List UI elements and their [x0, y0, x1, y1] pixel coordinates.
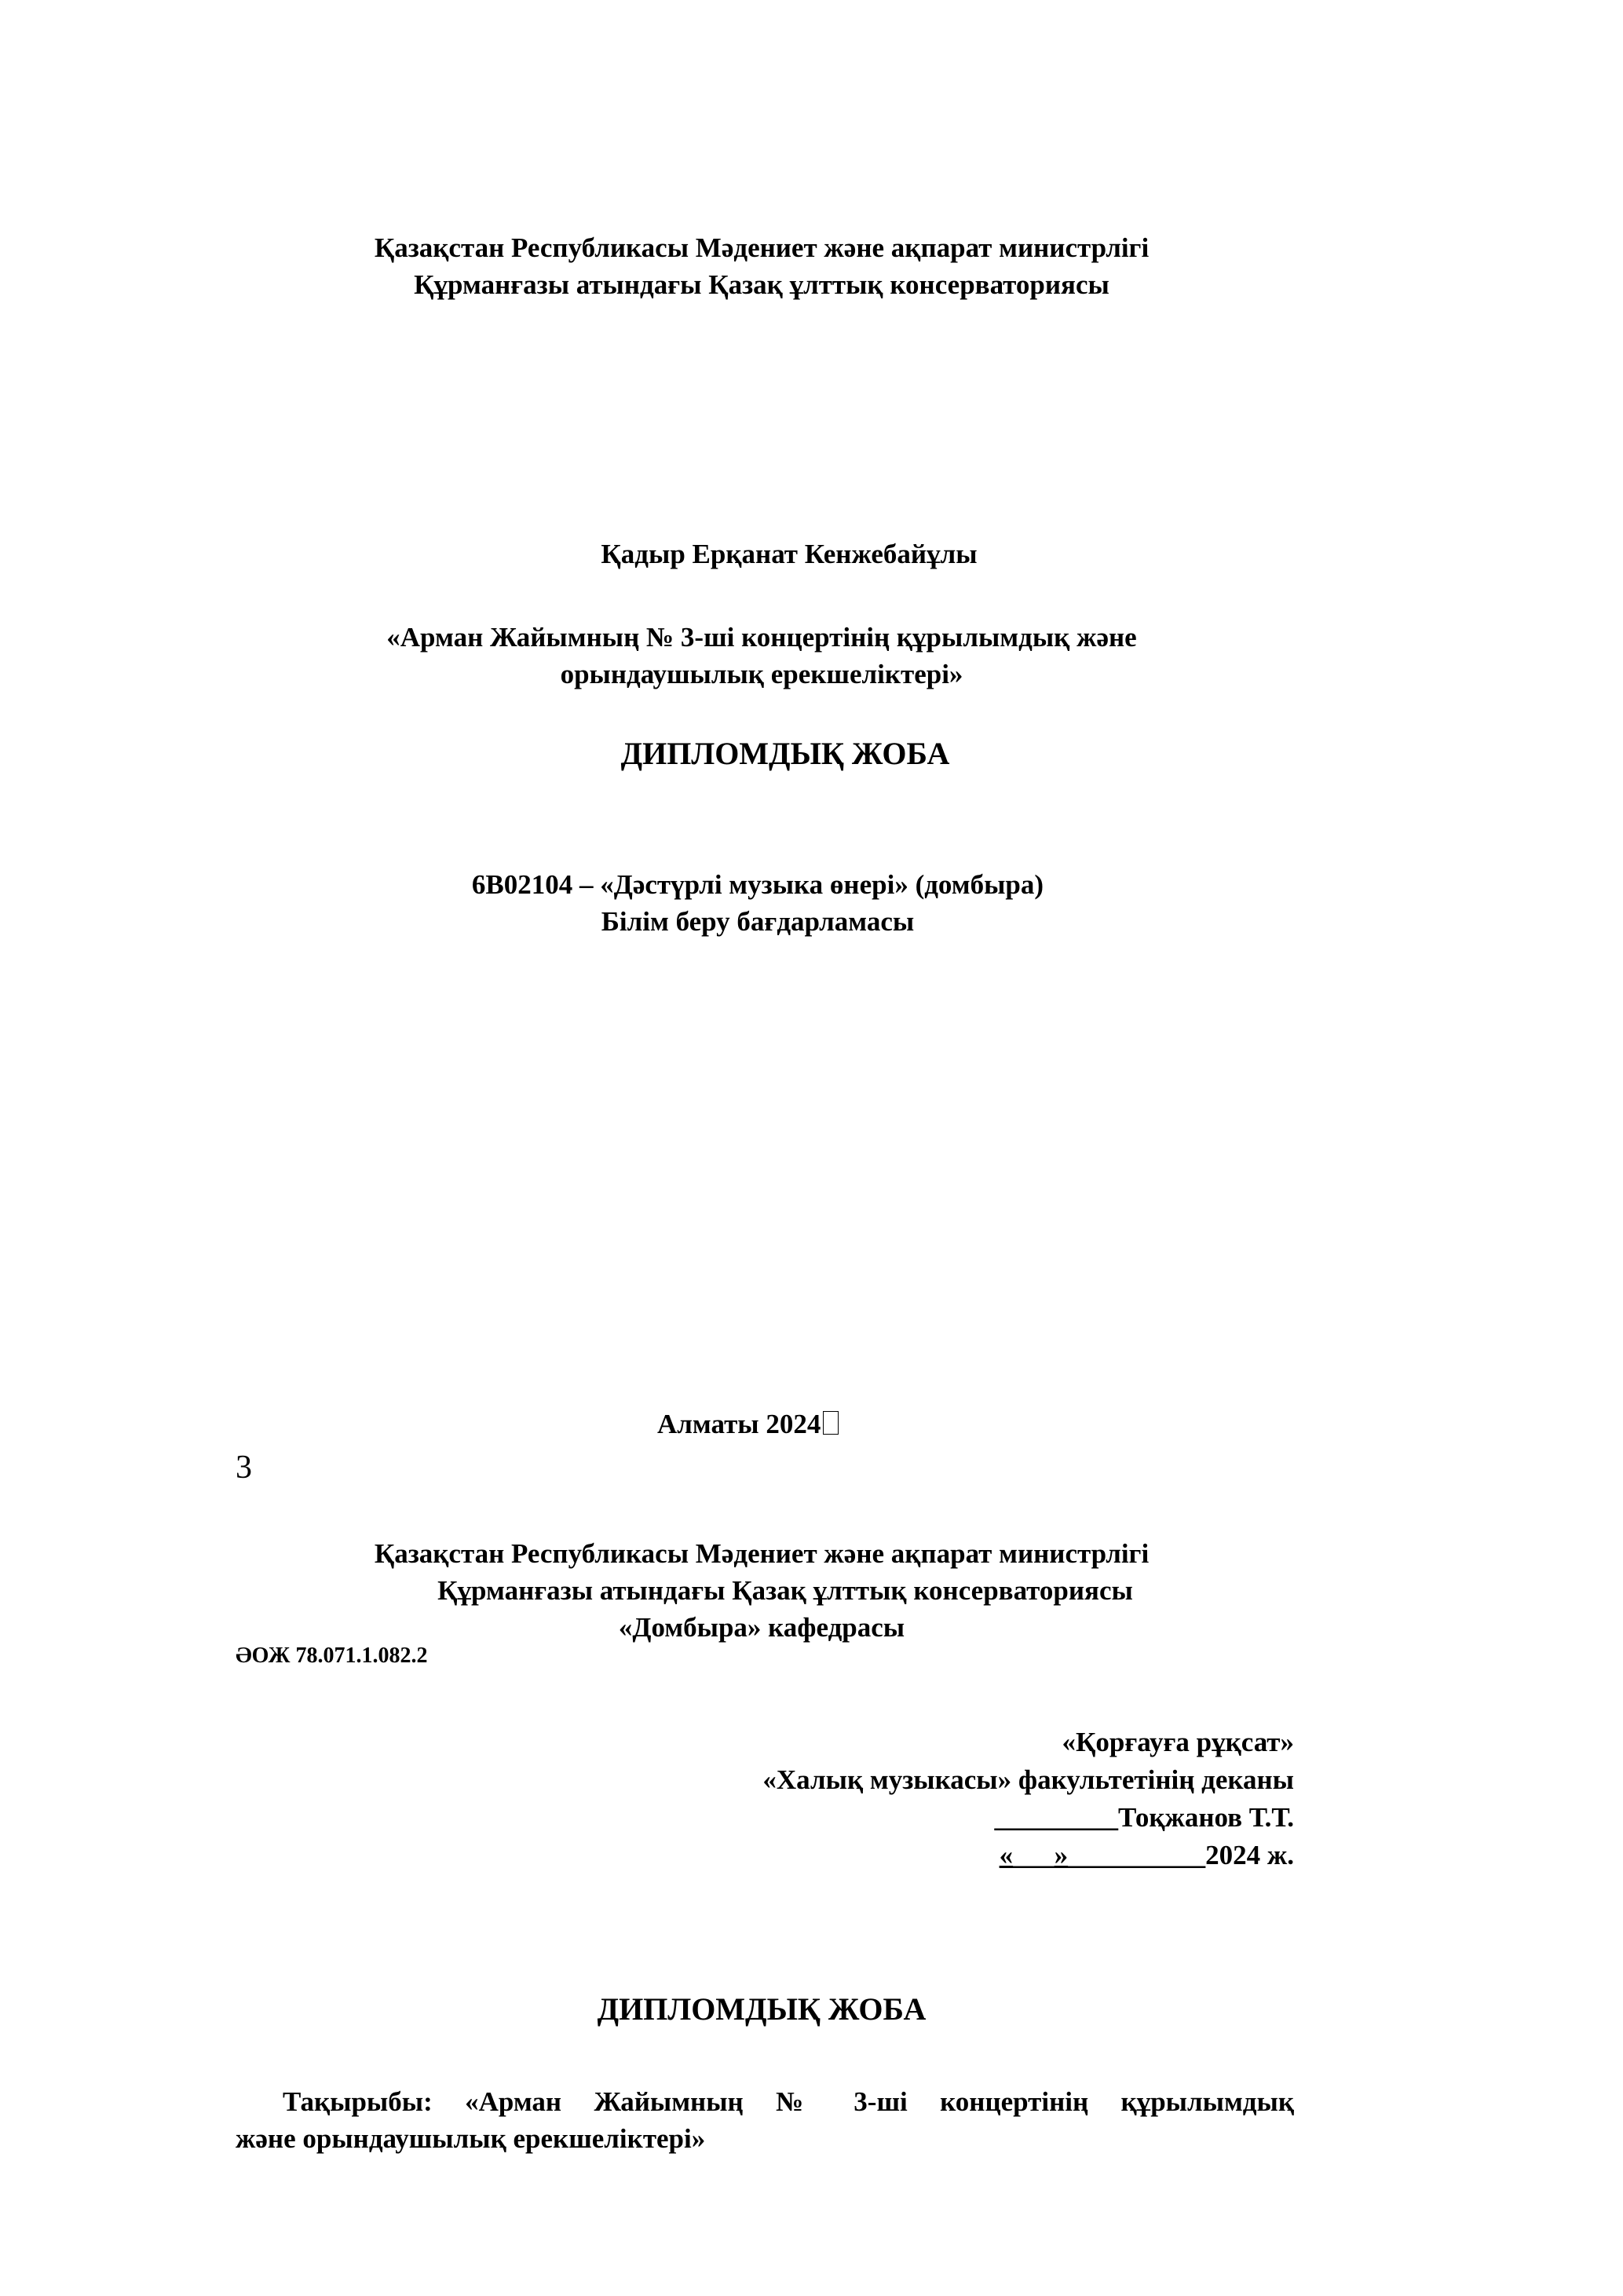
date-open-quote: « — [999, 1840, 1014, 1870]
page2-department: «Домбыра» кафедрасы — [618, 1612, 905, 1643]
date-year: 2024 ж. — [1205, 1840, 1294, 1870]
page2-topic — [236, 2083, 1294, 2157]
approval-date-line — [550, 1837, 1294, 1874]
page1-header — [0, 229, 1523, 303]
approval-block — [550, 1724, 1294, 1874]
page2-udc: ӘОЖ 78.071.1.082.2 — [236, 1643, 428, 1668]
page2-header — [0, 1535, 1523, 1646]
page2-topic-line1: Тақырыбы: «Арман Жайымның № 3-ші концертінің құрылымдық — [283, 2086, 1294, 2117]
page1-conservatory: Құрманғазы атындағы Қазақ ұлттық консерваториясы — [414, 269, 1109, 300]
signature-blank: _________ — [994, 1802, 1119, 1833]
page2-topic-line2: және орындаушылық ерекшеліктері» — [236, 2123, 706, 2154]
page1-city-year: Алматы 2024 — [657, 1409, 821, 1439]
date-day-blank: ___ — [1013, 1840, 1055, 1870]
approval-line2: «Халық музыкасы» факультетінің деканы — [762, 1764, 1294, 1795]
page1-title-line2: орындаушылық ерекшеліктері» — [560, 659, 963, 689]
page1-title-line1: «Арман Жайымның № 3-ші концертінің құрылымдық және — [386, 622, 1137, 653]
date-month-blank: __________ — [1068, 1840, 1206, 1870]
page1-program-line1: 6В02104 – «Дәстүрлі музыка өнері» (домбыра) — [471, 869, 1044, 900]
page2-conservatory: Құрманғазы атындағы Қазақ ұлттық консерваториясы — [437, 1575, 1133, 1606]
page1-author: Қадыр Ерқанат Кенжебайұлы — [601, 539, 978, 569]
dean-name: Тоқжанов Т.Т. — [1118, 1802, 1294, 1833]
page1-city-year-row — [657, 1410, 839, 1438]
page1-program-line2: Білім беру бағдарламасы — [601, 906, 915, 937]
approval-line1: «Қорғауға рұқсат» — [1062, 1727, 1294, 1757]
date-close-quote: » — [1054, 1840, 1069, 1870]
page2-doc-type: ДИПЛОМДЫҚ ЖОБА — [597, 1991, 927, 2027]
page1-doc-type: ДИПЛОМДЫҚ ЖОБА — [620, 736, 950, 771]
missing-glyph-box-icon — [823, 1411, 839, 1435]
page1-program — [0, 866, 1515, 940]
page1-ministry: Қазақстан Республикасы Мәдениет және ақпарат министрлігі — [374, 232, 1150, 263]
page2-ministry: Қазақстан Республикасы Мәдениет және ақпарат министрлігі — [374, 1538, 1150, 1569]
page1-title — [0, 619, 1523, 693]
approval-signature-line — [550, 1799, 1294, 1837]
page-number: 3 — [236, 1450, 252, 1486]
